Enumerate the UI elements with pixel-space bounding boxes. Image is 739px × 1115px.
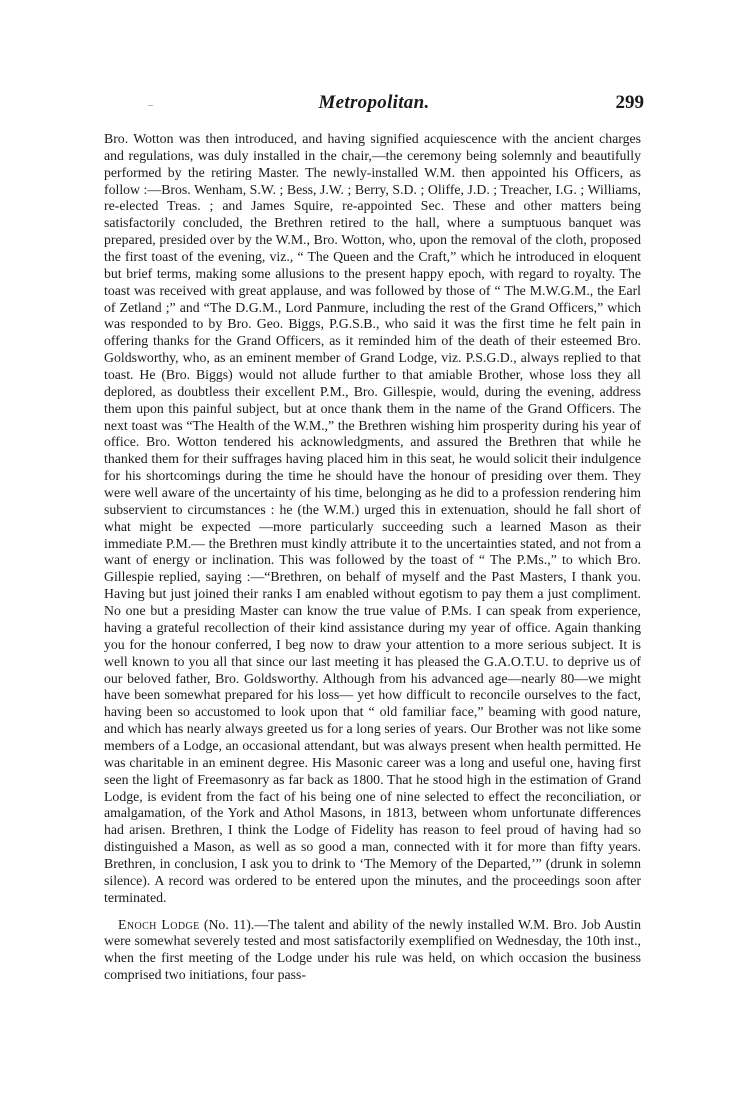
- page-number: 299: [615, 92, 644, 113]
- paragraph-enoch-lodge-text: (No. 11).—The talent and ability of the newly installed W.M. Bro. Job Austin were somewhat severely tested and most satisfactorily exemplified on Wednesday, the 10th inst., when the first meeting of the Lodge under his rule was held, on which occasion the business comprised two initiations, four pass-: [104, 916, 641, 983]
- lodge-name: Enoch Lodge: [118, 916, 200, 932]
- body-text: [104, 131, 641, 984]
- running-head: [104, 92, 644, 120]
- paragraph-enoch-lodge: [104, 917, 641, 984]
- paragraph-wotton-installation: Bro. Wotton was then introduced, and having signified acquiescence with the ancient charges and regulations, was duly installed in the chair,—the ceremony being solemnly and beautifully performed by the retiring Master. The newly-installed W.M. then appointed his Officers, as follow :—Bros. Wenham, S.W. ; Bess, J.W. ; Berry, S.D. ; Oliffe, J.D. ; Treacher, I.G. ; Williams, re-elected Treas. ; and James Squire, re-appointed Sec. These and other matters being satisfactorily concluded, the Brethren retired to the hall, where a sumptuous banquet was prepared, presided over by the W.M., Bro. Wotton, who, upon the removal of the cloth, proposed the first toast of the evening, viz., “ The Queen and the Craft,” which he introduced in eloquent but brief terms, making some allusions to the present happy epoch, with regard to royalty. The toast was received with great applause, and was followed by those of “ The M.W.G.M., the Earl of Zetland ;” and “The D.G.M., Lord Panmure, including the rest of the Grand Officers,” which was responded to by Bro. Geo. Biggs, P.G.S.B., who said it was the first time he felt pain in offering thanks for the Grand Officers, as it reminded him of the death of their esteemed Bro. Goldsworthy, who, as an eminent member of Grand Lodge, viz. P.S.G.D., always replied to that toast. He (Bro. Biggs) would not allude further to that amiable Brother, whose loss they all deplored, as doubtless their excellent P.M., Bro. Gillespie, would, during the evening, address them upon this painful subject, but at once thank them in the name of the Grand Officers. The next toast was “The Health of the W.M.,” the Brethren wishing him prosperity during his year of office. Bro. Wotton tendered his acknowledgments, and assured the Brethren that while he thanked them for their suffrages having placed him in this seat, he would solicit their indulgence for his shortcomings during the time he should have the honour of presiding over them. They were well aware of the uncertainty of his time, belonging as he did to a profession rendering him subservient to circumstances : he (the W.M.) urged this in extenuation, should he fall short of what might be expected —more particularly succeeding such a learned Mason as their immediate P.M.— the Brethren must kindly attribute it to the uncertainties stated, and not from a want of energy or inclination. This was followed by the toast of “ The P.Ms.,” to which Bro. Gillespie replied, saying :—“Brethren, on behalf of myself and the Past Masters, I thank you. Having but just joined their ranks I am enabled without egotism to pay them a just compliment. No one but a presiding Master can know the true value of P.Ms. I can speak from experience, having a grateful recollection of their kind assistance during my year of office. Again thanking you for the honour conferred, I beg now to draw your attention to a more serious subject. It is well known to you all that since our last meeting it has pleased the G.A.O.T.U. to deprive us of our beloved father, Bro. Goldsworthy. Although from his advanced age—nearly 80—we might have been somewhat prepared for his loss— yet how difficult to reconcile ourselves to the fact, having been so accustomed to look upon that “ old familiar face,” beaming with good nature, and which has nearly always greeted us for a long series of years. Our Brother was not like some members of a Lodge, an occasional attendant, but was always present when health permitted. He was charitable in an eminent degree. His Masonic career was a long and useful one, having first seen the light of Freemasonry as far back as 1800. That he stood high in the estimation of Grand Lodge, is evident from the fact of his being one of nine selected to effect the reconciliation, or amalgamation, of the York and Athol Masons, in 1813, between whom unfortunate differences had arisen. Brethren, I think the Lodge of Fidelity has reason to feel proud of having had so distinguished a Mason, as well as so good a man, connected with it for more than fifty years. Brethren, in conclusion, I ask you to drink to ‘The Memory of the Departed,’” (drunk in solemn silence). A record was ordered to be entered upon the minutes, and the proceedings soon after terminated.: [104, 131, 641, 905]
- running-title: Metropolitan.: [318, 92, 430, 113]
- margin-mark: –: [148, 100, 153, 111]
